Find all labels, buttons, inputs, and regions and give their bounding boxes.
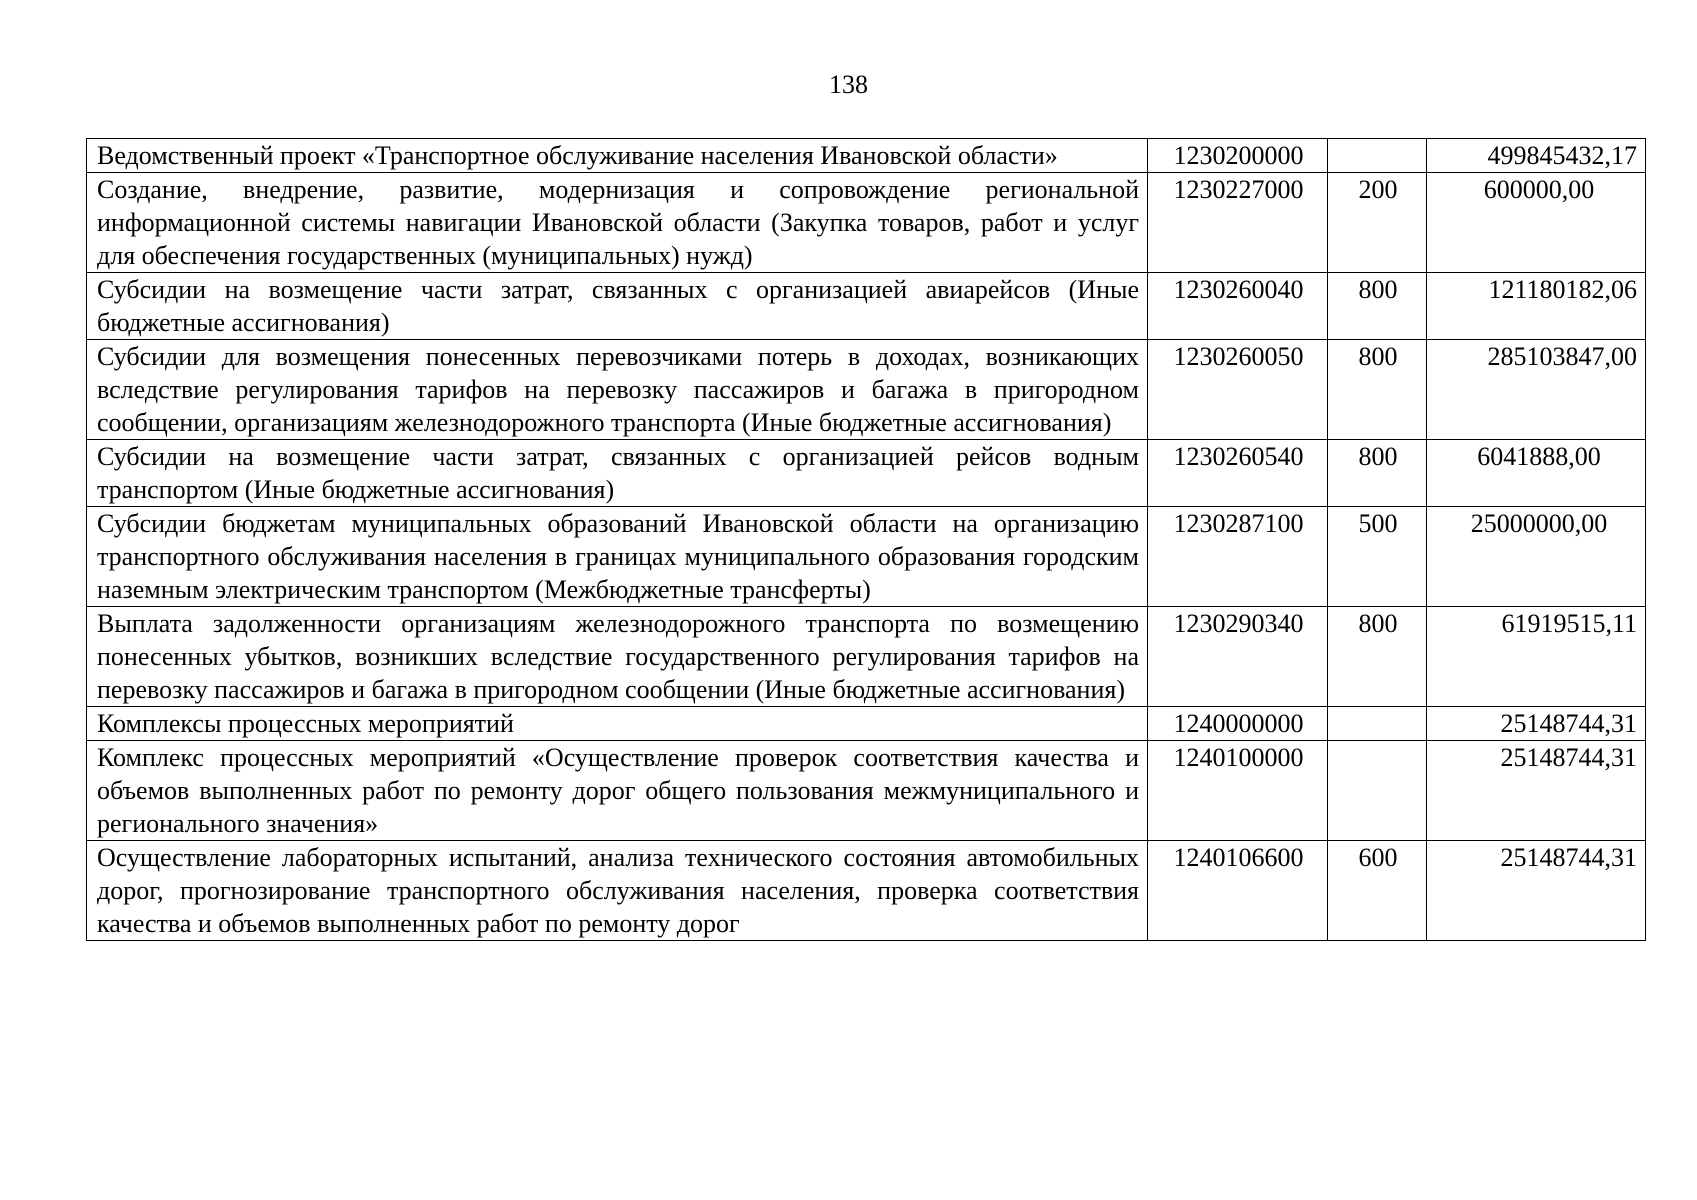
table-row xyxy=(87,707,1646,741)
row-sum: 6041888,00 xyxy=(1427,440,1646,507)
budget-table xyxy=(86,138,1646,941)
row-sum: 285103847,00 xyxy=(1427,340,1646,440)
row-expense-type: 800 xyxy=(1328,440,1427,507)
row-sum: 499845432,17 xyxy=(1427,139,1646,173)
row-expense-type: 800 xyxy=(1328,273,1427,340)
table-row xyxy=(87,139,1646,173)
table-row xyxy=(87,507,1646,607)
row-expense-type: 200 xyxy=(1328,173,1427,273)
row-sum: 61919515,11 xyxy=(1427,607,1646,707)
row-code: 1230290340 xyxy=(1148,607,1328,707)
row-code: 1230200000 xyxy=(1148,139,1328,173)
row-code: 1230260040 xyxy=(1148,273,1328,340)
row-name: Субсидии на возмещение части затрат, связанных с организацией авиарейсов (Иные бюджетные ассигнования) xyxy=(87,273,1148,340)
row-sum: 121180182,06 xyxy=(1427,273,1646,340)
row-name: Субсидии для возмещения понесенных перевозчиками потерь в доходах, возникающих вследствие регулирования тарифов на перевозку пассажиров и багажа в пригородном сообщении, организациям железнодорожного транспорта (Иные бюджетные ассигнования) xyxy=(87,340,1148,440)
row-expense-type xyxy=(1328,741,1427,841)
row-expense-type xyxy=(1328,707,1427,741)
page-number: 138 xyxy=(829,70,868,99)
table-row xyxy=(87,607,1646,707)
row-sum: 600000,00 xyxy=(1427,173,1646,273)
row-name: Комплекс процессных мероприятий «Осуществление проверок соответствия качества и объемов выполненных работ по ремонту дорог общего пользования межмуниципального и регионального значения» xyxy=(87,741,1148,841)
row-code: 1240106600 xyxy=(1148,841,1328,941)
row-sum: 25148744,31 xyxy=(1427,841,1646,941)
table-row xyxy=(87,340,1646,440)
row-name: Создание, внедрение, развитие, модернизация и сопровождение региональной информационной системы навигации Ивановской области (Закупка товаров, работ и услуг для обеспечения государственных (муниципальных) нужд) xyxy=(87,173,1148,273)
row-code: 1230227000 xyxy=(1148,173,1328,273)
row-code: 1240100000 xyxy=(1148,741,1328,841)
table-row xyxy=(87,741,1646,841)
row-name: Выплата задолженности организациям железнодорожного транспорта по возмещению понесенных убытков, возникших вследствие государственного регулирования тарифов на перевозку пассажиров и багажа в пригородном сообщении (Иные бюджетные ассигнования) xyxy=(87,607,1148,707)
row-name: Комплексы процессных мероприятий xyxy=(87,707,1148,741)
row-expense-type: 500 xyxy=(1328,507,1427,607)
row-expense-type: 600 xyxy=(1328,841,1427,941)
row-sum: 25148744,31 xyxy=(1427,741,1646,841)
table-row xyxy=(87,173,1646,273)
row-code: 1230287100 xyxy=(1148,507,1328,607)
table-row xyxy=(87,273,1646,340)
row-expense-type xyxy=(1328,139,1427,173)
row-sum: 25000000,00 xyxy=(1427,507,1646,607)
row-code: 1230260540 xyxy=(1148,440,1328,507)
row-name: Субсидии бюджетам муниципальных образований Ивановской области на организацию транспортного обслуживания населения в границах муниципального образования городским наземным электрическим транспортом (Межбюджетные трансферты) xyxy=(87,507,1148,607)
row-code: 1230260050 xyxy=(1148,340,1328,440)
row-expense-type: 800 xyxy=(1328,607,1427,707)
row-expense-type: 800 xyxy=(1328,340,1427,440)
row-sum: 25148744,31 xyxy=(1427,707,1646,741)
row-code: 1240000000 xyxy=(1148,707,1328,741)
table-row xyxy=(87,841,1646,941)
row-name: Ведомственный проект «Транспортное обслуживание населения Ивановской области» xyxy=(87,139,1148,173)
table-row xyxy=(87,440,1646,507)
row-name: Субсидии на возмещение части затрат, связанных с организацией рейсов водным транспортом (Иные бюджетные ассигнования) xyxy=(87,440,1148,507)
row-name: Осуществление лабораторных испытаний, анализа технического состояния автомобильных дорог, прогнозирование транспортного обслуживания населения, проверка соответствия качества и объемов выполненных работ по ремонту дорог xyxy=(87,841,1148,941)
